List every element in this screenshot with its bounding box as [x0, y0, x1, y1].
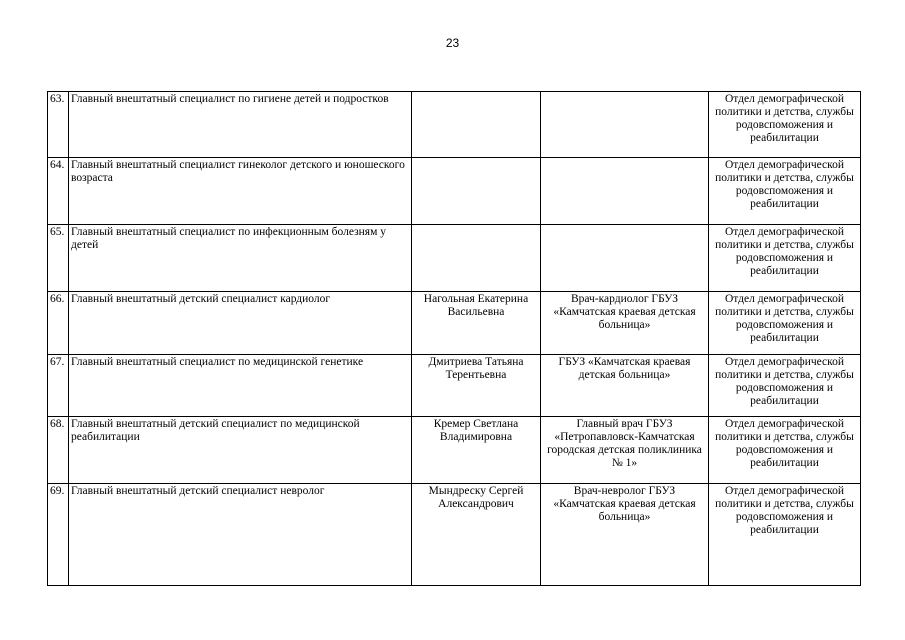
row-number: 67.: [48, 355, 69, 417]
table-row: [48, 292, 861, 355]
table-row: [48, 484, 861, 586]
row-number: 63.: [48, 92, 69, 158]
row-number: 65.: [48, 225, 69, 292]
row-number: 64.: [48, 158, 69, 225]
table-row: [48, 355, 861, 417]
position-title: Главный внештатный детский специалист по медицинской реабилитации: [69, 417, 412, 484]
table-row: [48, 158, 861, 225]
department: Отдел демографической политики и детства, службы родовспоможения и реабилитации: [709, 417, 861, 484]
workplace: [541, 92, 709, 158]
position-title: Главный внештатный детский специалист невролог: [69, 484, 412, 586]
workplace: [541, 158, 709, 225]
person-name: Нагольная Екатерина Васильевна: [412, 292, 541, 355]
position-title: Главный внештатный специалист гинеколог детского и юношеского возраста: [69, 158, 412, 225]
position-title: Главный внештатный специалист по медицинской генетике: [69, 355, 412, 417]
table-row: [48, 417, 861, 484]
department: Отдел демографической политики и детства, службы родовспоможения и реабилитации: [709, 355, 861, 417]
position-title: Главный внештатный специалист по инфекционным болезням у детей: [69, 225, 412, 292]
department: Отдел демографической политики и детства, службы родовспоможения и реабилитации: [709, 292, 861, 355]
position-title: Главный внештатный детский специалист кардиолог: [69, 292, 412, 355]
workplace: Врач-невролог ГБУЗ «Камчатская краевая детская больница»: [541, 484, 709, 586]
person-name: [412, 92, 541, 158]
row-number: 66.: [48, 292, 69, 355]
person-name: [412, 225, 541, 292]
table-row: [48, 92, 861, 158]
table-row: [48, 225, 861, 292]
workplace: Главный врач ГБУЗ «Петропавловск-Камчатская городская детская поликлиника № 1»: [541, 417, 709, 484]
department: Отдел демографической политики и детства, службы родовспоможения и реабилитации: [709, 92, 861, 158]
person-name: Дмитриева Татьяна Терентьевна: [412, 355, 541, 417]
workplace: Врач-кардиолог ГБУЗ «Камчатская краевая детская больница»: [541, 292, 709, 355]
position-title: Главный внештатный специалист по гигиене детей и подростков: [69, 92, 412, 158]
person-name: Кремер Светлана Владимировна: [412, 417, 541, 484]
specialists-table: [47, 91, 861, 586]
person-name: [412, 158, 541, 225]
department: Отдел демографической политики и детства, службы родовспоможения и реабилитации: [709, 158, 861, 225]
person-name: Мындреску Сергей Александрович: [412, 484, 541, 586]
workplace: [541, 225, 709, 292]
department: Отдел демографической политики и детства, службы родовспоможения и реабилитации: [709, 225, 861, 292]
row-number: 69.: [48, 484, 69, 586]
department: Отдел демографической политики и детства, службы родовспоможения и реабилитации: [709, 484, 861, 586]
row-number: 68.: [48, 417, 69, 484]
workplace: ГБУЗ «Камчатская краевая детская больница»: [541, 355, 709, 417]
page-number: 23: [445, 36, 460, 50]
